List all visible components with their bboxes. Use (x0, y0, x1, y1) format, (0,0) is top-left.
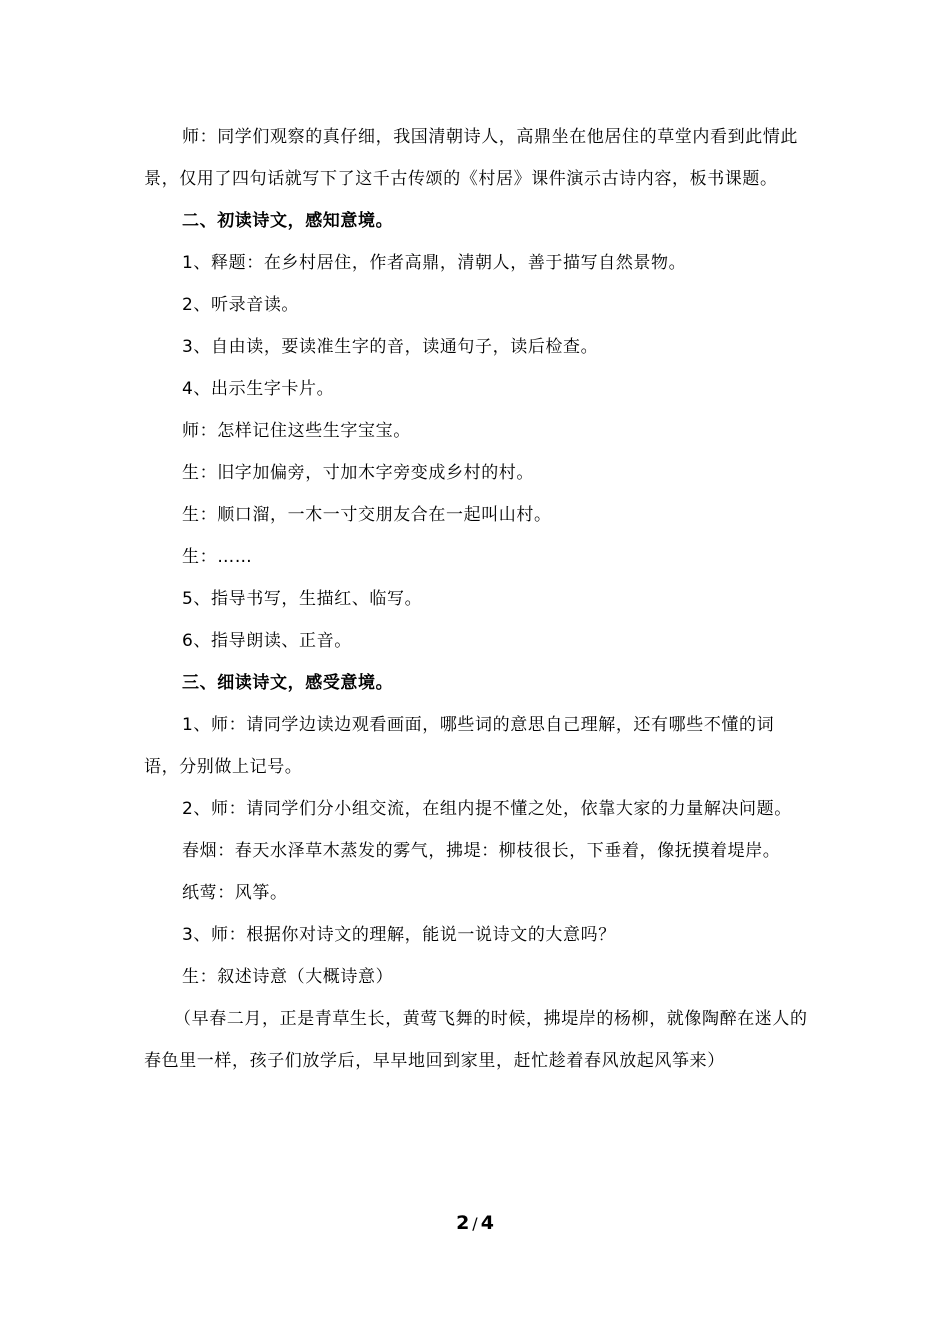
page-number (0, 1212, 950, 1234)
paragraph: 1、师：请同学边读边观看画面，哪些词的意思自己理解，还有哪些不懂的词语，分别做上记号。 (144, 715, 775, 777)
paragraph: 1、释题：在乡村居住，作者高鼎，清朝人，善于描写自然景物。 (182, 253, 687, 273)
paragraph: 师：怎样记住这些生字宝宝。 (182, 421, 411, 441)
section-heading: 二、初读诗文，感知意境。 (182, 211, 394, 231)
section-heading: 三、细读诗文，感受意境。 (182, 673, 394, 693)
paragraph: 纸莺：风筝。 (182, 883, 288, 903)
total-page-count: 4 (480, 1212, 494, 1234)
paragraph: 生：顺口溜，一木一寸交朋友合在一起叫山村。 (182, 505, 552, 525)
paragraph: 春烟：春天水泽草木蒸发的雾气，拂堤：柳枝很长，下垂着，像抚摸着堤岸。 (182, 841, 781, 861)
paragraph: 2、听录音读。 (182, 295, 300, 315)
current-page-number: 2 (456, 1212, 470, 1234)
paragraph: （早春二月，正是青草生长，黄莺飞舞的时候，拂堤岸的杨柳，就像陶醉在迷人的春色里一样，孩子们放学后，早早地回到家里，赶忙趁着春风放起风筝来） (144, 1009, 808, 1071)
paragraph: 生：旧字加偏旁，寸加木字旁变成乡村的村。 (182, 463, 534, 483)
paragraph: 生：…… (182, 547, 253, 567)
paragraph: 5、指导书写，生描红、临写。 (182, 589, 423, 609)
paragraph: 3、自由读，要读准生字的音，读通句子，读后检查。 (182, 337, 599, 357)
paragraph: 师：同学们观察的真仔细，我国清朝诗人，高鼎坐在他居住的草堂内看到此情此景，仅用了四句话就写下了这千古传颂的《村居》课件演示古诗内容，板书课题。 (144, 127, 798, 189)
document-body (144, 116, 808, 1082)
paragraph: 6、指导朗读、正音。 (182, 631, 352, 651)
paragraph: 2、师：请同学们分小组交流，在组内提不懂之处，依靠大家的力量解决问题。 (182, 799, 792, 819)
paragraph: 3、师：根据你对诗文的理解，能说一说诗文的大意吗？ (182, 925, 616, 945)
paragraph: 生：叙述诗意（大概诗意） (182, 967, 394, 987)
paragraph: 4、出示生字卡片。 (182, 379, 335, 399)
page-separator: / (472, 1214, 478, 1233)
